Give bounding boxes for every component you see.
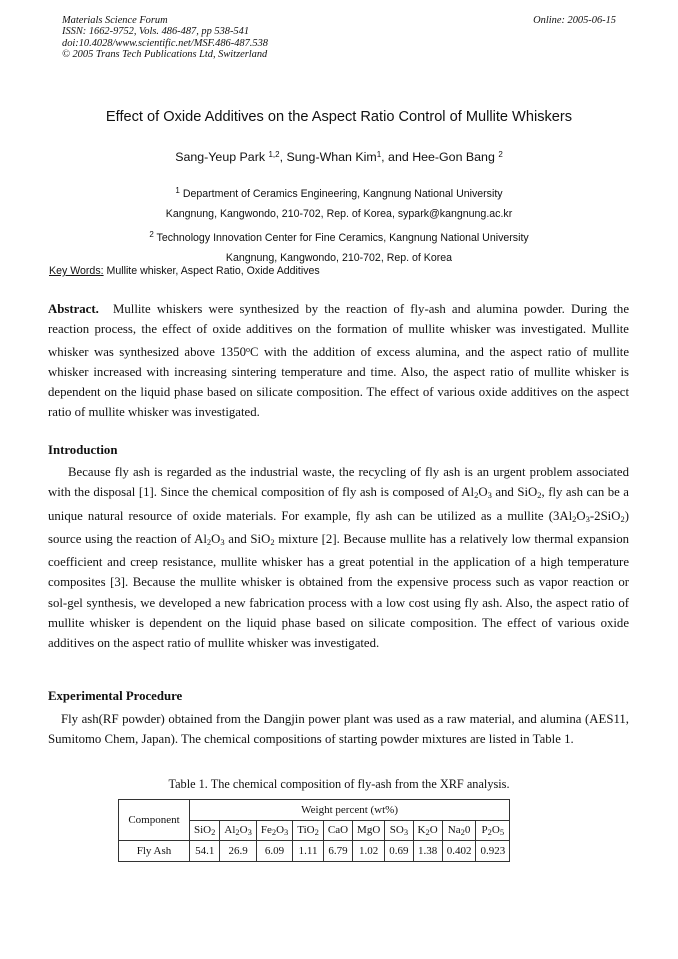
journal-name: Materials Science Forum xyxy=(62,15,168,26)
table-column-header: SiO$_2$ xyxy=(190,820,220,841)
table-caption: Table 1. The chemical composition of fly-ash from the XRF analysis. xyxy=(168,777,510,791)
author-name: Hee-Gon Bang xyxy=(412,150,495,164)
affiliations xyxy=(0,181,678,269)
table-header-component: Component xyxy=(119,800,190,841)
copyright-line: © 2005 Trans Tech Publications Ltd, Switzerland xyxy=(62,49,268,61)
table-header-weight: Weight percent (wt%) xyxy=(190,800,510,821)
table-column-header: $P_2O_5$ xyxy=(476,820,510,841)
doi-line: doi:10.4028/www.scientific.net/MSF.486-487.538 xyxy=(62,37,268,49)
affiliation-line: Kangnung, Kangwondo, 210-702, Rep. of Korea, sypark@kangnung.ac.kr xyxy=(165,208,513,221)
issn-line: ISSN: 1662-9752, Vols. 486-487, pp 538-541 xyxy=(62,26,250,38)
table-column-header: $SO_3$ xyxy=(385,820,413,841)
affiliation-line: Kangnung, Kangwondo, 210-702, Rep. of Korea xyxy=(225,252,453,265)
table-cell: 0.923 xyxy=(476,841,510,862)
table-column-header: MgO xyxy=(353,820,385,841)
table-column-header: TiO$_2$ xyxy=(293,820,324,841)
author-name: Sang-Yeup Park xyxy=(175,150,266,164)
online-date: Online: 2005-06-15 xyxy=(533,15,616,26)
section-heading: Introduction xyxy=(48,443,118,457)
table-cell: 6.79 xyxy=(323,841,352,862)
table-row-label: Fly Ash xyxy=(119,841,190,862)
author-affiliation-mark: 1 xyxy=(376,150,382,159)
author-name: Sung-Whan Kim xyxy=(286,150,377,164)
author-affiliation-mark: 2 xyxy=(498,150,503,159)
composition-table xyxy=(118,799,510,862)
table-cell: 0.402 xyxy=(442,841,476,862)
table-cell: 0.69 xyxy=(385,841,413,862)
introduction-paragraph: Because fly ash is regarded as the industrial waste, the recycling of fly ash is an urgent problem associated with the disposal [1]. Since the chemical composition of fly ash is composed of $Al_2O_3$ and SiO$_2$, fly ash can be a unique natural resource of oxide materials. For example, fly ash can be utilized as a mullite $(3Al_2O_3-2SiO_2)$ source using the reaction of $Al_2O_3$ and SiO$_2$ mixture [2]. Because mullite has a relatively low thermal expansion coefficient and creep resistance, mullite whisker has a great potential in the application of a high temperature composites [3]. Because the mullite whisker is obtained from the expensive process such as vapor reaction or sol-gel synthesis, we developed a new fabrication process with a low cost using fly ash. Also, the aspect ratio of mullite whisker is dependent on the liquid phase based on silicate composition. The effect of various oxide additives on the aspect ratio of mullite whisker was investigated. xyxy=(48,465,630,651)
table-column-header: $K_2O$ xyxy=(413,820,442,841)
abstract-paragraph: Abstract. Mullite whiskers were synthesized by the reaction of fly-ash and alumina powder. During the reaction process, the effect of oxide additives on the formation of mullite whisker was investigated. Mullite whisker was synthesized above 1350$^o$C with the addition of excess alumina, and the aspect ratio of mullite whisker increased with increasing sintering temperature and time. Also, the aspect ratio of mullite whisker is dependent on the liquid phase based on silicate composition. The effect of various oxide additives on the aspect ratio of mullite whisker was investigated. xyxy=(48,302,629,420)
keywords-text: Mullite whisker, Aspect Ratio, Oxide Additives xyxy=(106,265,320,277)
table-column-header: CaO xyxy=(323,820,352,841)
table-cell: 1.02 xyxy=(353,841,385,862)
affiliation-line: $^1$ Department of Ceramics Engineering, Kangnung National University xyxy=(175,186,503,200)
author-affiliation-mark: 1,2 xyxy=(268,150,280,159)
keywords-label: Key Words xyxy=(49,265,101,277)
abstract-label: Abstract. xyxy=(48,302,99,316)
journal-header xyxy=(62,15,616,61)
table-cell: 1.11 xyxy=(293,841,324,862)
keywords: Key Words: Mullite whisker, Aspect Ratio, Oxide Additives xyxy=(49,265,320,277)
table-cell: 6.09 xyxy=(256,841,292,862)
table-cell: 54.1 xyxy=(190,841,220,862)
table-column-header: $Na_20$ xyxy=(442,820,476,841)
table-cell: 1.38 xyxy=(413,841,442,862)
table-column-header: $Al_2O_3$ xyxy=(220,820,256,841)
paper-title: Effect of Oxide Additives on the Aspect Ratio Control of Mullite Whiskers xyxy=(105,109,573,125)
table-column-header: $Fe_2O_3$ xyxy=(256,820,292,841)
table-cell: 26.9 xyxy=(220,841,256,862)
affiliation-line: $^2$ Technology Innovation Center for Fine Ceramics, Kangnung National University xyxy=(149,229,529,244)
experimental-paragraph: Fly ash(RF powder) obtained from the Dangjin power plant was used as a raw material, and alumina (AES11, Sumitomo Chem, Japan). The chemical compositions of starting powder mixtures are listed in Table 1. xyxy=(48,712,629,747)
section-heading: Experimental Procedure xyxy=(48,689,183,703)
author-list: Sang-Yeup Park $^{1,2}$, Sung-Whan Kim$^1$, and Hee-Gon Bang $^2$ xyxy=(175,150,503,164)
